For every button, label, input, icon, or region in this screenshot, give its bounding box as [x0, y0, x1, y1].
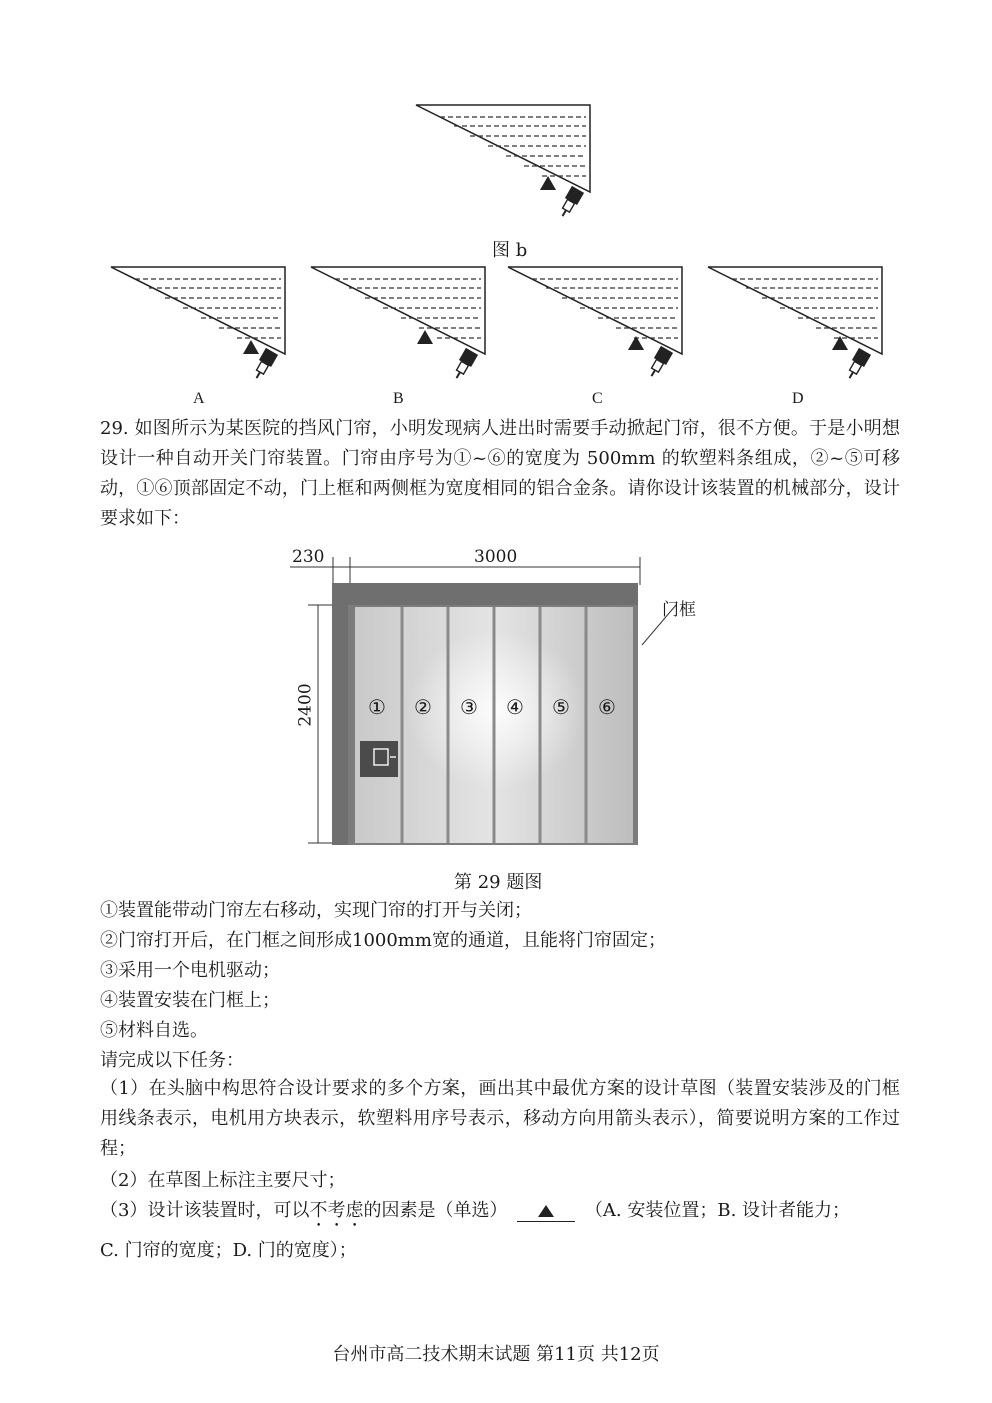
strip-2: ②: [414, 695, 432, 719]
requirement-4: ④装置安装在门框上；: [100, 990, 280, 1011]
answer-blank[interactable]: [517, 1200, 575, 1222]
figure-29-caption: 第 29 题图: [454, 872, 543, 893]
task-1: （1）在头脑中构思符合设计要求的多个方案，画出其中最优方案的设计草图（装置安装涉及的门框用线条表示，电机用方块表示，软塑料用序号表示，移动方向用箭头表示），简要说明方案的工作过程；: [100, 1078, 900, 1159]
option-label-c: C: [592, 390, 603, 407]
task-3-part-b: 的因素是（单选）: [363, 1200, 508, 1221]
option-label-d: D: [792, 390, 804, 407]
requirement-1: ①装置能带动门帘左右移动，实现门帘的打开与关闭；: [100, 900, 532, 921]
door-curtain-figure: [290, 545, 720, 850]
strip-1: ①: [368, 695, 386, 719]
dimension-3000: 3000: [474, 547, 518, 567]
requirement-5: ⑤材料自选。: [100, 1020, 208, 1041]
dimension-2400-text: 2400: [295, 683, 316, 727]
task-3: [100, 1196, 850, 1231]
task-3-emphasis: 不考虑: [309, 1200, 364, 1221]
dimension-230: 230: [292, 547, 325, 567]
option-b-figure: [305, 262, 505, 387]
figure-b-caption: 图 b: [492, 240, 528, 261]
task-3-options: （A. 安装位置；B. 设计者能力；: [584, 1200, 851, 1221]
strip-6: ⑥: [598, 695, 616, 719]
option-label-a: A: [193, 390, 205, 407]
requirement-2: ②门帘打开后，在门框之间形成1000mm宽的通道，且能将门帘固定；: [100, 930, 666, 951]
figure-b: [410, 100, 610, 225]
option-a-figure: [105, 262, 305, 387]
frame-label: 门框: [662, 600, 696, 620]
task-intro: 请完成以下任务：: [100, 1050, 244, 1071]
strip-3: ③: [460, 695, 478, 719]
strip-5: ⑤: [552, 695, 570, 719]
option-c-figure: [502, 262, 702, 387]
dimension-2400: [296, 683, 316, 726]
page-footer: 台州市高二技术期末试题 第11页 共12页: [332, 1344, 660, 1365]
task-3-options-cont: C. 门帘的宽度；D. 门的宽度）；: [100, 1240, 357, 1261]
option-d-figure: [702, 262, 902, 387]
triangle-icon: [538, 1205, 554, 1217]
option-label-b: B: [393, 390, 404, 407]
question-29-text: 29. 如图所示为某医院的挡风门帘，小明发现病人进出时需要手动掀起门帘，很不方便。于是小明想设计一种自动开关门帘装置。门帘由序号为①~⑥的宽度为 500mm 的软塑料条组成，②~⑤可移动，①⑥顶部固定不动，门上框和两侧框为宽度相同的铝合金条。请你设计该装置的机械部分，设计要求如下：: [100, 418, 900, 529]
requirement-3: ③采用一个电机驱动；: [100, 960, 280, 981]
task-2: （2）在草图上标注主要尺寸；: [100, 1170, 346, 1191]
strip-4: ④: [506, 695, 524, 719]
task-3-part-a: （3）设计该装置时，可以: [100, 1200, 310, 1221]
